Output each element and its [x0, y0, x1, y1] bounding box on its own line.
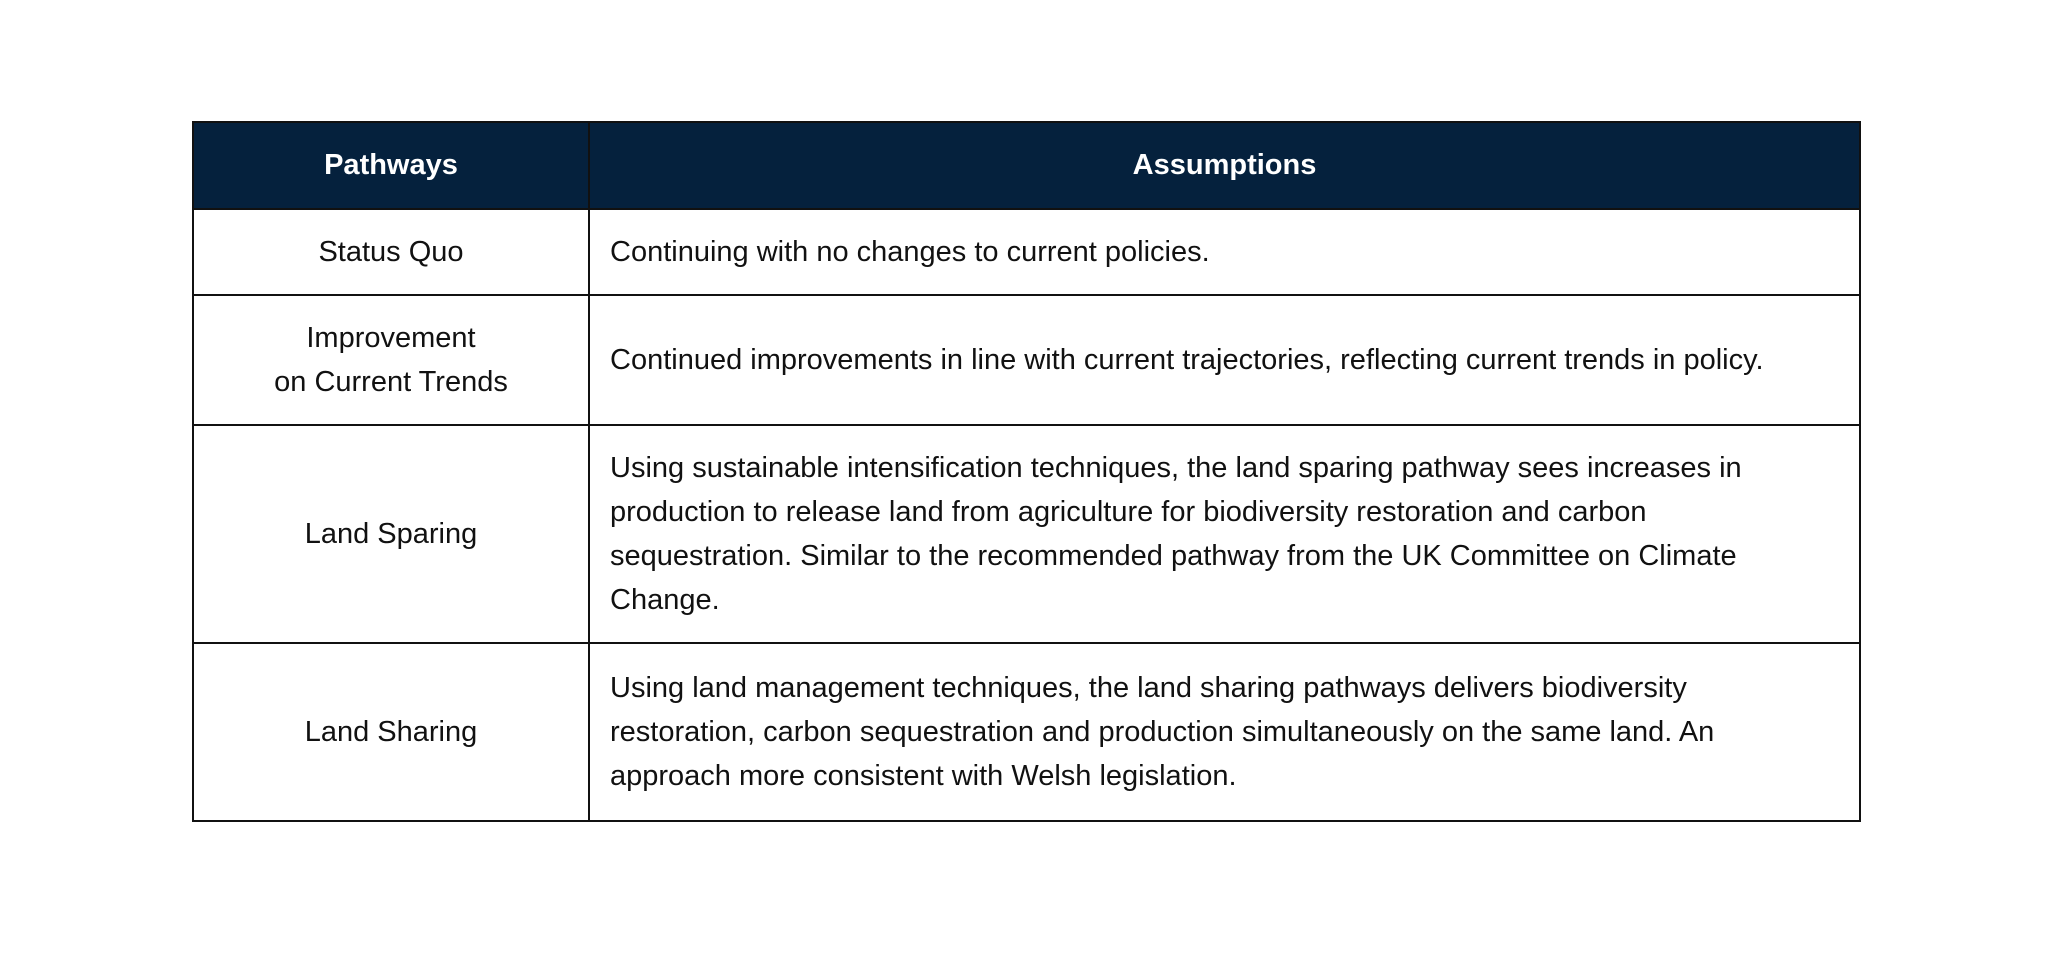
header-assumptions: Assumptions — [589, 122, 1860, 209]
table-header-row — [193, 122, 1860, 209]
assumption-cell: Using sustainable intensification techniques, the land sparing pathway sees increases in production to release land from agriculture for biodiversity restoration and carbon sequestration. Similar to the recommended pathway from the UK Committee on Climate Change. — [589, 425, 1860, 643]
pathway-label: Land Sharing — [304, 716, 478, 748]
pathways-assumptions-table — [192, 121, 1861, 822]
pathway-label: Status Quo — [318, 236, 464, 268]
assumption-cell: Continuing with no changes to current policies. — [589, 209, 1860, 295]
assumption-cell: Using land management techniques, the land sharing pathways delivers biodiversity restoration, carbon sequestration and production simultaneously on the same land. An approach more consistent with Welsh legislation. — [589, 643, 1860, 821]
pathway-label-line-2: on Current Trends — [274, 366, 508, 398]
table-row-land-sparing — [193, 425, 1860, 643]
table-row-improvement — [193, 295, 1860, 425]
table-row-status-quo — [193, 209, 1860, 295]
pathways-assumptions-table-wrapper — [192, 121, 1861, 822]
pathway-cell — [193, 425, 589, 643]
header-pathways: Pathways — [193, 122, 589, 209]
pathway-label: Land Sparing — [304, 518, 478, 550]
assumption-cell: Continued improvements in line with current trajectories, reflecting current trends in policy. — [589, 295, 1860, 425]
pathway-cell — [193, 295, 589, 425]
pathway-label-line-1: Improvement — [306, 322, 476, 354]
pathway-cell — [193, 643, 589, 821]
table-row-land-sharing — [193, 643, 1860, 821]
pathway-cell — [193, 209, 589, 295]
